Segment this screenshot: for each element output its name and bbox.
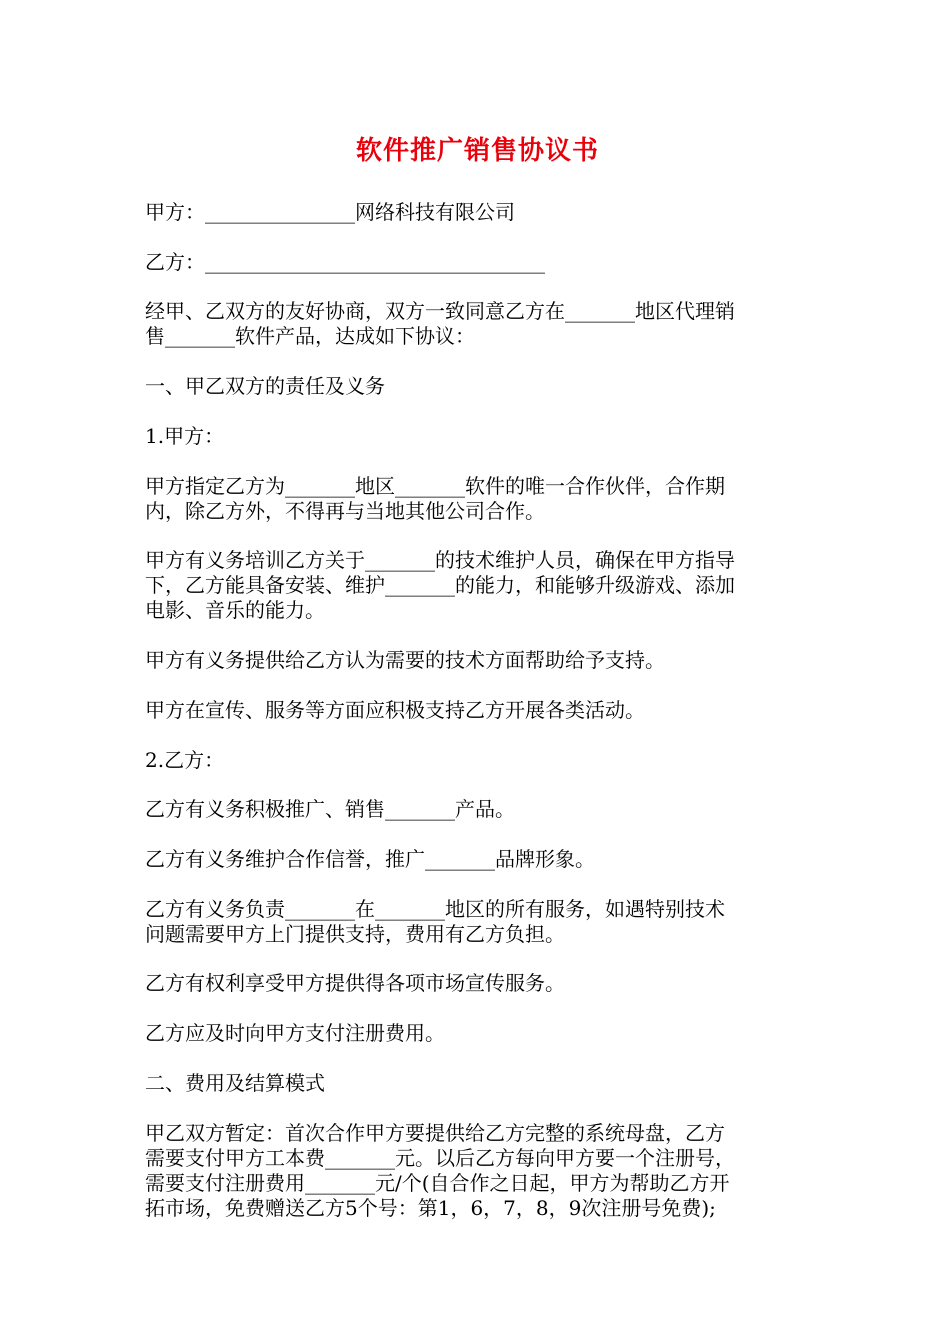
text-line: 经甲、乙双方的友好协商，双方一致同意乙方在_______地区代理销 — [145, 299, 735, 323]
clause-paragraph — [145, 971, 810, 996]
text-line: 乙方：__________________________________ — [145, 250, 545, 274]
text-line: 拓市场，免费赠送乙方5个号：第1，6，7，8，9次注册号免费); — [145, 1196, 716, 1220]
text-line: 乙方有义务负责_______在_______地区的所有服务，如遇特别技术 — [145, 897, 725, 921]
clause-paragraph — [145, 548, 810, 623]
text-line: 一、甲乙双方的责任及义务 — [145, 374, 385, 398]
text-line: 需要支付甲方工本费_______元。以后乙方每向甲方要一个注册号， — [145, 1146, 735, 1170]
text-line: 甲方指定乙方为_______地区_______软件的唯一合作伙伴，合作期 — [145, 474, 725, 498]
text-line: 甲方有义务培训乙方关于_______的技术维护人员，确保在甲方指导 — [145, 548, 735, 572]
text-line: 问题需要甲方上门提供支持，费用有乙方负担。 — [145, 922, 565, 946]
clause-paragraph — [145, 847, 810, 872]
section-heading-2 — [145, 1071, 810, 1096]
party-b-line — [145, 250, 810, 275]
preamble-paragraph — [145, 299, 810, 349]
text-line: 甲方有义务提供给乙方认为需要的技术方面帮助给予支持。 — [145, 648, 665, 672]
text-line: 甲方在宣传、服务等方面应积极支持乙方开展各类活动。 — [145, 698, 645, 722]
text-line: 2.乙方： — [145, 748, 225, 772]
text-line: 乙方有权利享受甲方提供得各项市场宣传服务。 — [145, 971, 565, 995]
text-line: 乙方应及时向甲方支付注册费用。 — [145, 1021, 445, 1045]
text-line: 甲乙双方暂定：首次合作甲方要提供给乙方完整的系统母盘，乙方 — [145, 1121, 725, 1145]
clause-paragraph — [145, 897, 810, 947]
clause-paragraph — [145, 648, 810, 673]
subheading-party-a — [145, 424, 810, 449]
text-line: 需要支付注册费用_______元/个(自合作之日起，甲方为帮助乙方开 — [145, 1171, 730, 1195]
clause-paragraph — [145, 1021, 810, 1046]
text-line: 1.甲方： — [145, 424, 225, 448]
section-heading-1 — [145, 374, 810, 399]
subheading-party-b — [145, 748, 810, 773]
text-line: 乙方有义务积极推广、销售_______产品。 — [145, 797, 515, 821]
text-line: 电影、音乐的能力。 — [145, 598, 325, 622]
clause-paragraph — [145, 474, 810, 524]
text-line: 甲方：_______________网络科技有限公司 — [145, 200, 515, 224]
text-line: 内，除乙方外，不得再与当地其他公司合作。 — [145, 499, 545, 523]
document-title: 软件推广销售协议书 — [355, 136, 599, 166]
clause-paragraph — [145, 698, 810, 723]
text-line: 二、费用及结算模式 — [145, 1071, 325, 1095]
clause-paragraph — [145, 797, 810, 822]
text-line: 下，乙方能具备安装、维护_______的能力，和能够升级游戏、添加 — [145, 573, 735, 597]
party-a-line — [145, 200, 810, 225]
text-line: 售_______软件产品，达成如下协议： — [145, 324, 475, 348]
clause-paragraph — [145, 1121, 810, 1221]
text-line: 乙方有义务维护合作信誉，推广_______品牌形象。 — [145, 847, 595, 871]
